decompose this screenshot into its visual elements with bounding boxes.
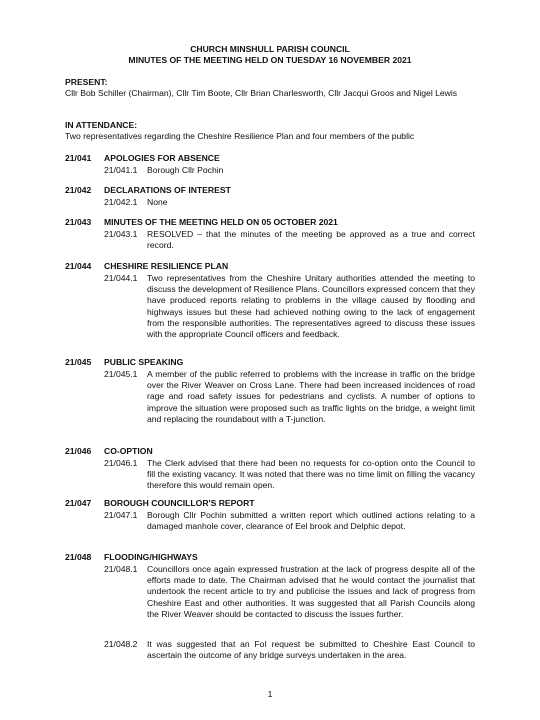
- item-heading: FLOODING/HIGHWAYS: [104, 552, 198, 562]
- item-heading: MINUTES OF THE MEETING HELD ON 05 OCTOBER 2021: [104, 217, 338, 227]
- sub-item-number: 21/044.1: [104, 273, 138, 283]
- present-text: Cllr Bob Schiller (Chairman), Cllr Tim Boote, Cllr Brian Charlesworth, Cllr Jacqui Groos and Nigel Lewis: [65, 88, 458, 99]
- sub-item-text: Borough Cllr Pochin submitted a written report which outlined actions relating to a damaged manhole cover, clearance of Eel brook and Delphic depot.: [147, 510, 475, 532]
- item-number: 21/042: [65, 185, 92, 195]
- sub-item-number: 21/041.1: [104, 165, 138, 175]
- sub-item-number: 21/048.2: [104, 639, 138, 649]
- present-label: PRESENT:: [65, 77, 108, 87]
- attendance-text: Two representatives regarding the Cheshire Resilience Plan and four members of the public: [65, 131, 415, 142]
- sub-item-number: 21/046.1: [104, 458, 138, 468]
- present-section: [65, 77, 480, 99]
- item-heading: BOROUGH COUNCILLOR'S REPORT: [104, 498, 255, 508]
- item-heading: CHESHIRE RESILIENCE PLAN: [104, 261, 229, 271]
- council-title: CHURCH MINSHULL PARISH COUNCIL: [190, 44, 350, 54]
- sub-item-number: 21/043.1: [104, 229, 138, 239]
- item-number: 21/048: [65, 552, 92, 562]
- item-number: 21/046: [65, 446, 92, 456]
- item-number: 21/041: [65, 153, 92, 163]
- item-heading: APOLOGIES FOR ABSENCE: [104, 153, 220, 163]
- page-number: 1: [267, 689, 273, 699]
- item-heading: CO-OPTION: [104, 446, 153, 456]
- sub-item-number: 21/042.1: [104, 197, 138, 207]
- sub-item-text: RESOLVED – that the minutes of the meeting be approved as a true and correct record.: [147, 229, 475, 251]
- sub-item-number: 21/045.1: [104, 369, 138, 379]
- item-heading: PUBLIC SPEAKING: [104, 357, 184, 367]
- sub-item-text: The Clerk advised that there had been no requests for co-option onto the Council to fill the existing vacancy. It was noted that there was no time limit on filling the vacancy therefore this would remain open.: [147, 458, 475, 491]
- item-number: 21/044: [65, 261, 92, 271]
- sub-item-text: It was suggested that an FoI request be submitted to Cheshire East Council to ascertain the outcome of any bridge surveys undertaken in the area.: [147, 639, 475, 661]
- sub-item-text: None: [147, 197, 168, 207]
- sub-item-text: A member of the public referred to problems with the increase in traffic on the bridge over the River Weaver on Cross Lane. There had been increased incidences of road rage and road safety issues for pedestrians and cyclists. A number of options to improve the situation were proposed such as traffic lights on the bridge, a weight limit and replacing the roundabout with a T-junction.: [147, 369, 475, 424]
- meeting-title: MINUTES OF THE MEETING HELD ON TUESDAY 16 NOVEMBER 2021: [128, 55, 412, 65]
- attendance-label: IN ATTENDANCE:: [65, 120, 138, 130]
- sub-item-text: Borough Cllr Pochin: [147, 165, 224, 175]
- item-number: 21/043: [65, 217, 92, 227]
- sub-item-number: 21/047.1: [104, 510, 138, 520]
- sub-item-text: Councillors once again expressed frustration at the lack of progress despite all of the efforts made to date. The Chairman advised that he would contact the journalist that undertook the recent article to try and publicise the issues and lack of progress from Cheshire East and other authorities. It was suggested that all Parish Councils along the River Weaver should be contacted to discuss the issues further.: [147, 564, 475, 619]
- item-number: 21/045: [65, 357, 92, 367]
- sub-item-text: Two representatives from the Cheshire Unitary authorities attended the meeting to discuss the development of Resilience Plans. Councillors expressed concern that they have produced reports relating to problems in the village caused by flooding and highways issues but these had achieved nothing owing to the lack of engagement from the responsible authorities. The representatives agreed to discuss these issues with the appropriate Council officers and feedback.: [147, 273, 475, 339]
- item-number: 21/047: [65, 498, 92, 508]
- sub-item-number: 21/048.1: [104, 564, 138, 574]
- attendance-section: [65, 120, 480, 142]
- item-heading: DECLARATIONS OF INTEREST: [104, 185, 231, 195]
